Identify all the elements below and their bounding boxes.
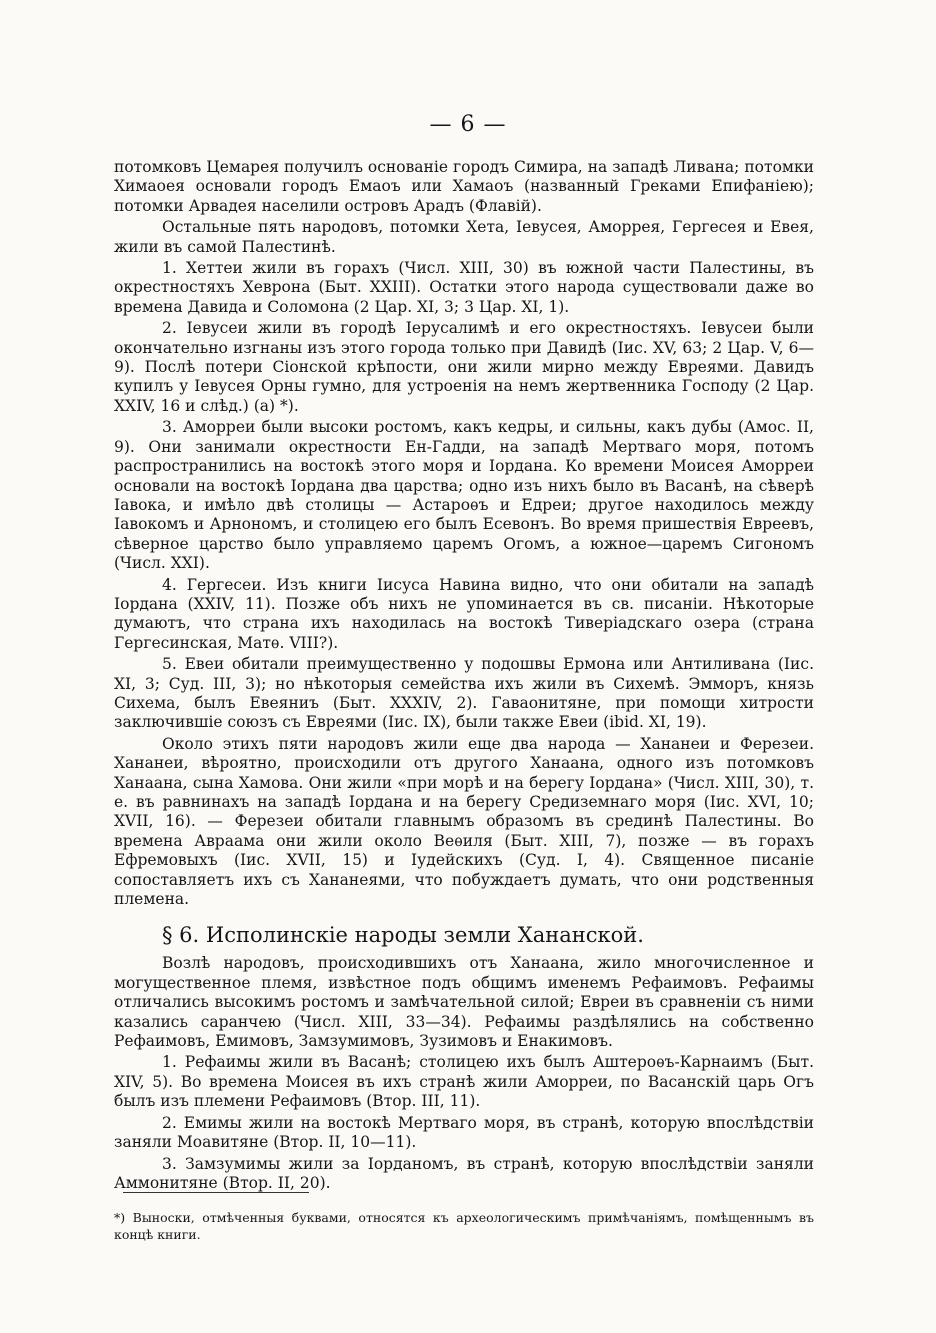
paragraph: 2. Емимы жили на востокѣ Мертваго моря, въ странѣ, которую впослѣдствіи заняли Моавитяне (Втор. II, 10—11). <box>114 1113 814 1152</box>
paragraph: Около этихъ пяти народовъ жили еще два народа — Хананеи и Ферезеи. Хананеи, вѣроятно, происходили отъ другого Ханаана, одного изъ потомковъ Ханаана, сына Хамова. Они жили «при морѣ и на берегу Іордана» (Числ. XIII, 30), т. е. въ равнинахъ на западѣ Іордана и на берегу Средиземнаго моря (Іис. XVI, 10; XVII, 16). — Ферезеи обитали главнымъ образомъ въ срединѣ Палестины. Во времена Авраама они жили около Веѳиля (Быт. XIII, 7), позже — въ горахъ Ефремовыхъ (Іис. XVII, 15) и Іудейскихъ (Суд. I, 4). Священное писаніе сопоставляетъ ихъ съ Хананеями, что побуждаетъ думать, что они родственныя племена. <box>114 734 814 909</box>
paragraph: 1. Хеттеи жили въ горахъ (Числ. XIII, 30) въ южной части Палестины, въ окрестностяхъ Хеврона (Быт. XXIII). Остатки этого народа существовали даже во времена Давида и Соломона (2 Цар. XI, 3; 3 Цар. XI, 1). <box>114 259 814 316</box>
footnote-divider <box>123 1192 309 1193</box>
paragraph: 1. Рефаимы жили въ Васанѣ; столицею ихъ былъ Аштероѳъ-Карнаимъ (Быт. XIV, 5). Во времена Моисея въ ихъ странѣ жили Аморреи, по Васанскій царь Огъ былъ изъ племени Рефаимовъ (Втор. III, 11). <box>114 1053 814 1111</box>
section-title: § 6. Исполинскіе народы земли Хананской. <box>162 923 644 948</box>
paragraph: потомковъ Цемарея получилъ основаніе городъ Симира, на западѣ Ливана; потомки Химаоея основали городъ Емаоъ или Хамаоъ (названный Греками Епифаніею); потомки Арвадея населили островъ Арадъ (Флавій). <box>114 158 814 215</box>
paragraph: 5. Евеи обитали преимущественно у подошвы Ермона или Антиливана (Іис. XI, 3; Суд. III, 3); но нѣкоторыя семейства ихъ жили въ Сихемѣ. Эмморъ, князь Сихема, былъ Евеяниъ (Быт. XXXIV, 2). Гаваонитяне, при помощи хитрости заключившіе союзъ съ Евреями (Іис. IX), были также Евеи (ibid. XI, 19). <box>114 655 814 732</box>
paragraph: 3. Замзумимы жили за Іорданомъ, въ странѣ, которую впослѣдствіи заняли Аммонитяне (Втор. II, 20). <box>114 1154 814 1192</box>
footnote: *) Выноски, отмѣченныя буквами, относятся къ археологическимъ примѣчаніямъ, помѣщеннымъ въ концѣ книги. <box>114 1210 814 1242</box>
paragraph: 2. Іевусеи жили въ городѣ Іерусалимѣ и его окрестностяхъ. Іевусеи были окончательно изгнаны изъ этого города только при Давидѣ (Іис. XV, 63; 2 Цар. V, 6—9). Послѣ потери Сіонской крѣпости, они жили мирно между Евреями. Давидъ купилъ у Іевусея Орны гумно, для устроенія на немъ жертвенника Господу (2 Цар. XXIV, 16 и слѣд.) (а) *). <box>114 319 814 415</box>
main-text <box>114 158 814 1195</box>
paragraph: 4. Гергесеи. Изъ книги Іисуса Навина видно, что они обитали на западѣ Іордана (XXIV, 11). Позже объ нихъ не упоминается въ св. писаніи. Нѣкоторые думаютъ, что страна ихъ находилась на востокѣ Тиверіадскаго озера (страна Гергесинская, Матѳ. VIII?). <box>114 575 814 652</box>
paragraph: Остальные пять народовъ, потомки Хета, Іевусея, Аморрея, Гергесея и Евея, жили въ самой Палестинѣ. <box>114 218 814 256</box>
page-number: — 6 — <box>429 112 507 137</box>
paragraph: 3. Аморреи были высоки ростомъ, какъ кедры, и сильны, какъ дубы (Амос. II, 9). Они занимали окрестности Ен-Гадди, на западѣ Мертваго моря, потомъ распространились на востокѣ этого моря и Іордана. Ко времени Моисея Аморреи основали на востокѣ Іордана два царства; одно изъ нихъ было въ Васанѣ, на сѣверѣ Іавока, и имѣло двѣ столицы — Астароѳъ и Едреи; другое находилось между Іавокомъ и Арнономъ, и столицею его былъ Есевонъ. Во время пришествія Евреевъ, сѣверное царство было управляемо царемъ Огомъ, а южное—царемъ Сигономъ (Числ. XXI). <box>114 418 814 573</box>
paragraph: Возлѣ народовъ, происходившихъ отъ Ханаана, жило многочисленное и могущественное племя, извѣстное подъ общимъ именемъ Рефаимовъ. Рефаимы отличались высокимъ ростомъ и замѣчательной силой; Евреи въ сравненіи съ ними казались саранчею (Числ. XIII, 33—34). Рефаимы раздѣлялись на собственно Рефаимовъ, Емимовъ, Замзумимовъ, Зузимовъ и Енакимовъ. <box>114 954 814 1051</box>
